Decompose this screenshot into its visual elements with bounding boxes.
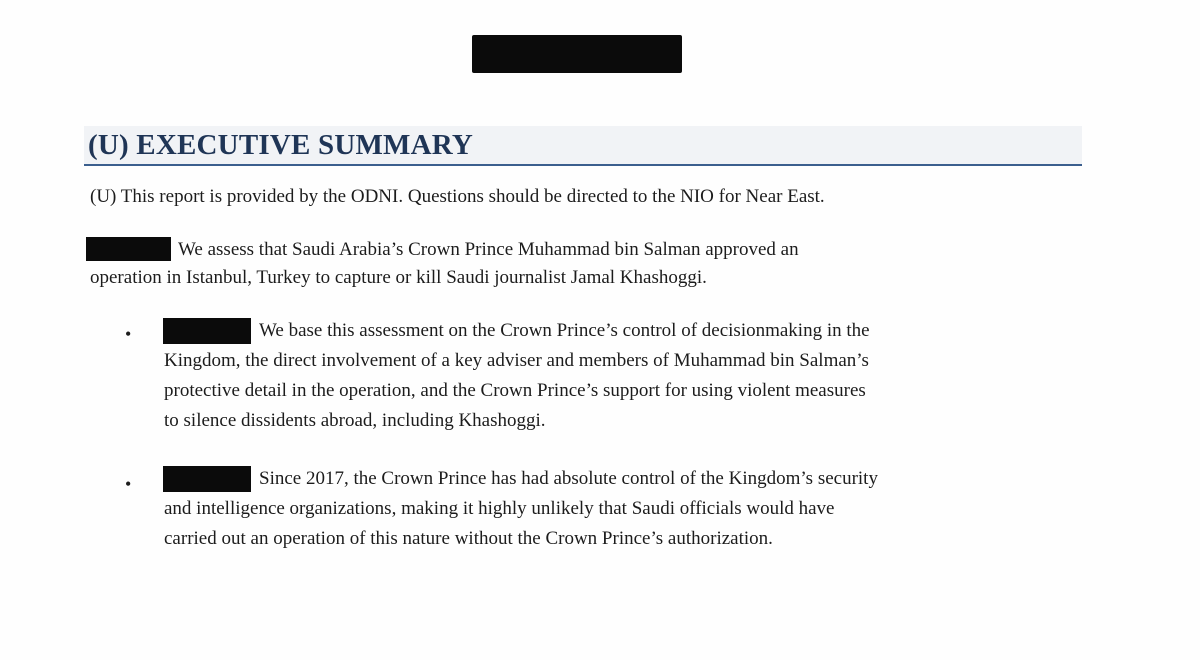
bullet-marker: • [125,474,132,494]
assessment-line-1: We assess that Saudi Arabia’s Crown Prince Muhammad bin Salman approved an [178,239,799,260]
header-rule [84,164,1082,166]
bullet-marker: • [125,324,132,344]
section-title: (U) EXECUTIVE SUMMARY [88,129,474,161]
bullet-marking-redaction [163,466,251,492]
bullet-2-line-1: Since 2017, the Crown Prince has had absolute control of the Kingdom’s security [259,468,878,489]
executive-summary-header [84,126,1082,166]
bullet-2-line-3: carried out an operation of this nature without the Crown Prince’s authorization. [164,528,773,549]
paragraph-marking-redaction [86,237,171,261]
bullet-1-line-4: to silence dissidents abroad, including Khashoggi. [164,410,546,431]
classification-redaction [472,35,682,73]
bullet-1-line-2: Kingdom, the direct involvement of a key adviser and members of Muhammad bin Salman’s [164,350,869,371]
assessment-line-2: operation in Istanbul, Turkey to capture or kill Saudi journalist Jamal Khashoggi. [90,267,707,288]
bullet-1-line-3: protective detail in the operation, and the Crown Prince’s support for using violent measures [164,380,866,401]
bullet-marking-redaction [163,318,251,344]
intro-paragraph: (U) This report is provided by the ODNI. Questions should be directed to the NIO for Near East. [90,186,825,207]
bullet-2-line-2: and intelligence organizations, making it highly unlikely that Saudi officials would have [164,498,835,519]
bullet-1-line-1: We base this assessment on the Crown Prince’s control of decisionmaking in the [259,320,870,341]
